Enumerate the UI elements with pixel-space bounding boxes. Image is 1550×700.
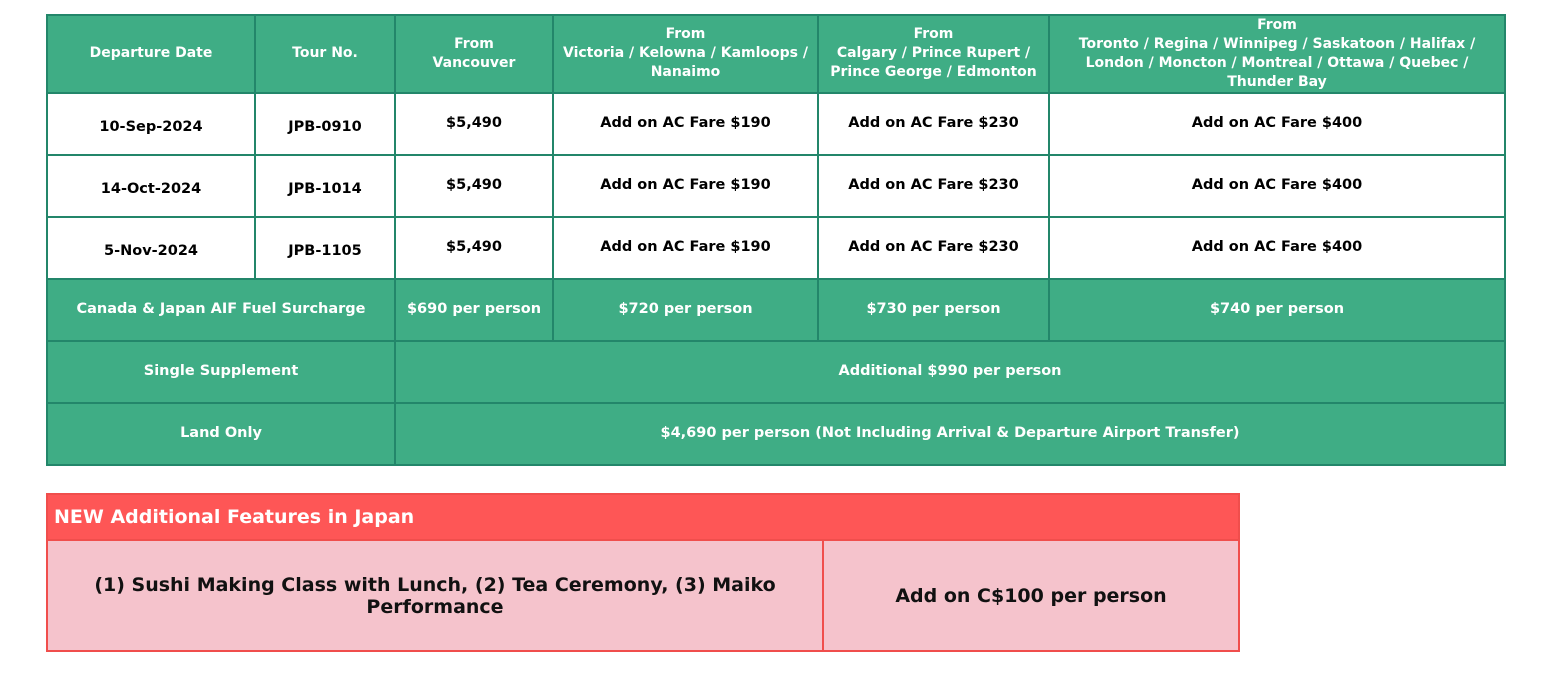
departure-date: 10-Sep-2024 xyxy=(47,93,255,155)
surcharge-victoria-group: $720 per person xyxy=(553,279,818,341)
features-row xyxy=(47,540,1239,651)
from-label: From xyxy=(913,26,954,43)
header-from-vancouver xyxy=(395,15,553,93)
price-vancouver: $5,490 xyxy=(395,155,553,217)
departure-row xyxy=(47,93,1505,155)
departure-row xyxy=(47,217,1505,279)
fuel-surcharge-row xyxy=(47,279,1505,341)
features-price: Add on C$100 per person xyxy=(823,540,1239,651)
origin-toronto-group: Toronto / Regina / Winnipeg / Saskatoon / Halifax / London / Moncton / Montreal / Ottawa / Quebec / Thunder Bay xyxy=(1078,35,1476,90)
features-title: NEW Additional Features in Japan xyxy=(47,494,1239,540)
from-label: From xyxy=(1257,17,1297,33)
from-label: From xyxy=(454,35,494,52)
price-vancouver: $5,490 xyxy=(395,217,553,279)
header-from-victoria-group xyxy=(553,15,818,93)
from-label: From xyxy=(665,26,706,43)
surcharge-calgary-group: $730 per person xyxy=(818,279,1049,341)
land-only-label: Land Only xyxy=(47,403,395,465)
header-tour-no: Tour No. xyxy=(255,15,395,93)
tour-number: JPB-1105 xyxy=(255,217,395,279)
features-header-row xyxy=(47,494,1239,540)
departure-date: 5-Nov-2024 xyxy=(47,217,255,279)
header-from-toronto-group xyxy=(1049,15,1505,93)
surcharge-toronto-group: $740 per person xyxy=(1049,279,1505,341)
price-vancouver: $5,490 xyxy=(395,93,553,155)
departure-date: 14-Oct-2024 xyxy=(47,155,255,217)
header-row xyxy=(47,15,1505,93)
fare-victoria-group: Add on AC Fare $190 xyxy=(553,155,818,217)
origin-victoria-group: Victoria / Kelowna / Kamloops / Nanaimo xyxy=(563,45,808,81)
single-supplement-row xyxy=(47,341,1505,403)
tour-number: JPB-0910 xyxy=(255,93,395,155)
fare-victoria-group: Add on AC Fare $190 xyxy=(553,93,818,155)
fare-calgary-group: Add on AC Fare $230 xyxy=(818,93,1049,155)
fare-toronto-group: Add on AC Fare $400 xyxy=(1049,155,1505,217)
surcharge-vancouver: $690 per person xyxy=(395,279,553,341)
tour-number: JPB-1014 xyxy=(255,155,395,217)
land-only-row xyxy=(47,403,1505,465)
header-departure-date: Departure Date xyxy=(47,15,255,93)
single-supplement-label: Single Supplement xyxy=(47,341,395,403)
tour-pricing-table xyxy=(46,14,1506,466)
fare-victoria-group: Add on AC Fare $190 xyxy=(553,217,818,279)
origin-vancouver: Vancouver xyxy=(432,54,516,71)
fuel-surcharge-label: Canada & Japan AIF Fuel Surcharge xyxy=(47,279,395,341)
fare-toronto-group: Add on AC Fare $400 xyxy=(1049,93,1505,155)
origin-calgary-group: Calgary / Prince Rupert / Prince George / Edmonton xyxy=(830,45,1037,81)
fare-calgary-group: Add on AC Fare $230 xyxy=(818,217,1049,279)
additional-features-table xyxy=(46,493,1240,652)
fare-toronto-group: Add on AC Fare $400 xyxy=(1049,217,1505,279)
land-only-value: $4,690 per person (Not Including Arrival & Departure Airport Transfer) xyxy=(395,403,1505,465)
single-supplement-value: Additional $990 per person xyxy=(395,341,1505,403)
departure-row xyxy=(47,155,1505,217)
header-from-calgary-group xyxy=(818,15,1049,93)
fare-calgary-group: Add on AC Fare $230 xyxy=(818,155,1049,217)
features-description: (1) Sushi Making Class with Lunch, (2) Tea Ceremony, (3) Maiko Performance xyxy=(47,540,823,651)
